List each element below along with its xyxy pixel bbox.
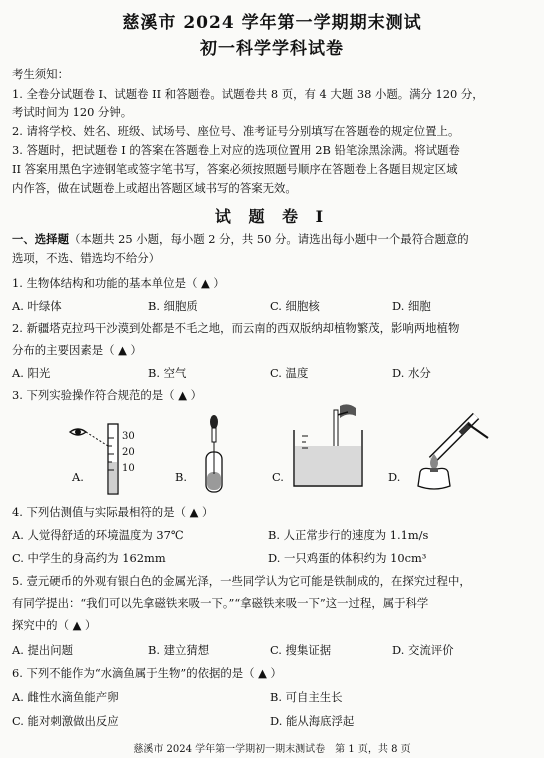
exam-subtitle: 初一科学学科试卷	[200, 39, 344, 59]
figure-d-heating-test-tube	[404, 412, 494, 492]
section-one-label: 一、选择题	[12, 232, 69, 246]
option-c: C. 中学生的身高约为 162mm	[12, 551, 166, 565]
option-d: D. 水分	[392, 366, 431, 380]
option-b: B. 建立猜想	[148, 643, 210, 657]
option-c: C. 搜集证据	[270, 643, 332, 657]
figure-label-b: B.	[175, 470, 187, 484]
question-stem: 4. 下列估测值与实际最相符的是（ ▲ ）	[12, 505, 214, 519]
question-stem: 分布的主要因素是（ ▲ ）	[12, 343, 142, 357]
figure-label-a: A.	[72, 470, 84, 484]
option-d: D. 能从海底浮起	[270, 714, 355, 728]
option-d: D. 一只鸡蛋的体积约为 10cm³	[268, 551, 427, 565]
question-stem: 1. 生物体结构和功能的基本单位是（ ▲ ）	[12, 276, 225, 290]
cylinder-tick-label: 30	[122, 431, 135, 442]
figure-c-thermometer-beaker	[282, 402, 372, 492]
cylinder-tick-label: 20	[122, 447, 135, 458]
notice-line: 1. 全卷分试题卷 I、试题卷 II 和答题卷。试题卷共 8 页，有 4 大题 38 小题。满分 120 分，	[12, 87, 484, 101]
exam-title: 慈溪市 2024 学年第一学期期末测试	[122, 13, 422, 33]
question-stem: 6. 下列不能作为“水滴鱼属于生物”的依据的是（ ▲ ）	[12, 666, 282, 680]
option-d: D. 交流评价	[392, 643, 454, 657]
option-a: A. 雌性水滴鱼能产卵	[12, 690, 119, 704]
figure-label-d: D.	[388, 470, 401, 484]
notice-line: 2. 请将学校、姓名、班级、试场号、座位号、准考证号分别填写在答题卷的规定位置上。	[12, 124, 460, 138]
section-one-intro	[12, 232, 469, 246]
option-b: B. 人正常步行的速度为 1.1m/s	[268, 528, 429, 542]
option-b: B. 可自主生长	[270, 690, 343, 704]
question-stem: 2. 新疆塔克拉玛干沙漠到处都是不毛之地，而云南的西双版纳却植物繁茂，影响两地植物	[12, 321, 460, 335]
notice-line: 考试时间为 120 分钟。	[12, 105, 133, 119]
figure-a-cylinder-reading	[50, 418, 140, 498]
option-b: B. 细胞质	[148, 299, 198, 313]
option-a: A. 人觉得舒适的环境温度为 37℃	[12, 528, 184, 542]
figure-b-dropper-test-tube	[190, 412, 250, 492]
notice-line: 3. 答题时，把试题卷 I 的答案在答题卷上对应的选项位置用 2B 铅笔涂黑涂满。将试题卷	[12, 143, 460, 157]
question-stem: 3. 下列实验操作符合规范的是（ ▲ ）	[12, 388, 202, 402]
option-c: C. 细胞核	[270, 299, 320, 313]
section-one-desc-cont: 选项，不选、错选均不给分）	[12, 251, 161, 265]
option-a: A. 阳光	[12, 366, 51, 380]
option-d: D. 细胞	[392, 299, 431, 313]
question-stem: 探究中的（ ▲ ）	[12, 618, 97, 632]
question-stem: 5. 壹元硬币的外观有银白色的金属光泽，一些同学认为它可能是铁制成的，在探究过程中，	[12, 574, 471, 588]
section-title: 试 题 卷 I	[214, 207, 330, 226]
figure-label-c: C.	[272, 470, 284, 484]
notice-line: II 答案用黑色字迹钢笔或签字笔书写，答案必须按照题号顺序在答题卷上各题目规定区域	[12, 162, 458, 176]
option-b: B. 空气	[148, 366, 187, 380]
page-footer: 慈溪市 2024 学年第一学期初一期末测试卷 第 1 页，共 8 页	[133, 744, 411, 755]
section-one-desc: （本题共 25 小题，每小题 2 分，共 50 分。请选出每小题中一个最符合题意的	[68, 232, 469, 246]
option-c: C. 能对刺激做出反应	[12, 714, 119, 728]
option-c: C. 温度	[270, 366, 309, 380]
notice-heading: 考生须知：	[12, 67, 69, 81]
option-a: A. 提出问题	[12, 643, 74, 657]
option-a: A. 叶绿体	[12, 299, 62, 313]
cylinder-tick-label: 10	[122, 463, 135, 474]
question-stem: 有同学提出：“我们可以先拿磁铁来吸一下。”“拿磁铁来吸一下”这一过程，属于科学	[12, 596, 429, 610]
notice-line: 内作答，做在试题卷上或超出答题区域书写的答案无效。	[12, 181, 297, 195]
